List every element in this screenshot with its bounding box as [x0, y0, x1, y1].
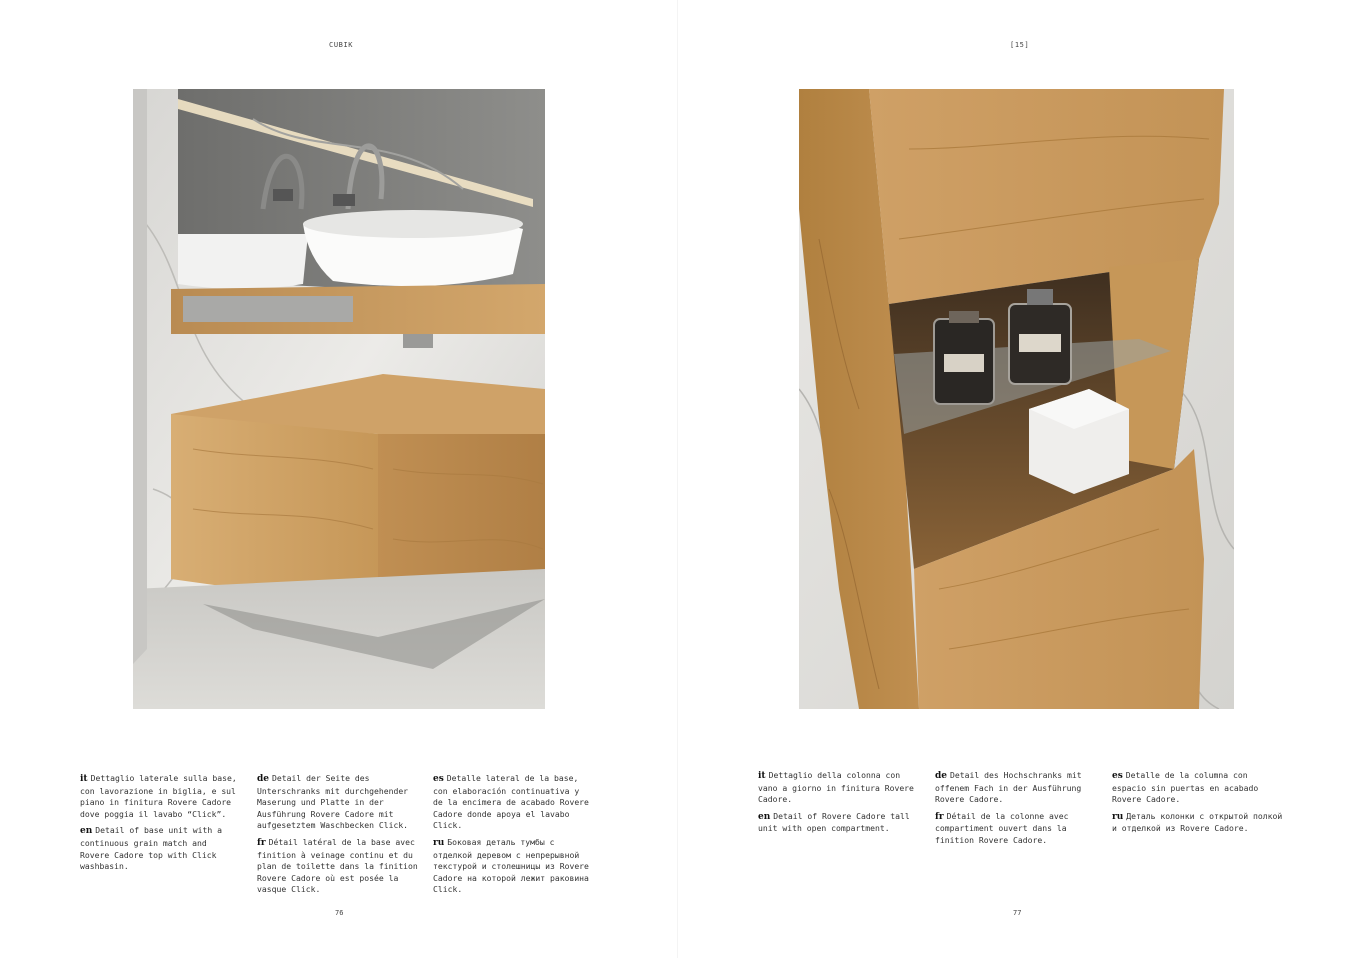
caption-column-left-1: [80, 773, 238, 878]
caption-column-right-3: [1112, 770, 1284, 840]
caption-en: en Detail of Rovere Cadore tall unit with open compartment.: [758, 810, 910, 834]
caption-en: en Detail of base unit with a continuous grain match and Rovere Cadore top with Click washbasin.: [80, 825, 222, 872]
caption-column-left-3: [433, 773, 591, 901]
caption-ru: ru Деталь колонки с открытой полкой и отделкой из Rovere Cadore.: [1112, 810, 1283, 834]
caption-es: es Detalle de la columna con espacio sin puertas en acabado Rovere Cadore.: [1112, 770, 1259, 805]
caption-fr: fr Détail latéral de la base avec finition à veinage continu et du plan de toilette dans la finition Rovere Cadore où est posée la vasque Click.: [257, 836, 418, 895]
caption-column-right-1: [758, 770, 918, 840]
caption-ru: ru Боковая деталь тумбы с отделкой деревом с непрерывной текстурой и столешницы из Rovere Cadore на которой лежит раковина Click.: [433, 836, 589, 895]
running-head-left: CUBIK: [329, 41, 354, 49]
caption-de: de Detail der Seite des Unterschranks mit durchgehender Maserung und Platte in der Ausführung Rovere Cadore mit aufgesetztem Waschbecken Click.: [257, 773, 409, 831]
spread-gutter: [677, 0, 678, 958]
photo-tall-unit-open-compartment: [799, 89, 1234, 709]
caption-column-left-2: [257, 773, 423, 901]
running-head-right: [15]: [1010, 41, 1030, 49]
caption-column-right-2: [935, 770, 1105, 852]
caption-it: it Dettaglio laterale sulla base, con lavorazione in biglia, e sul piano in finitura Rovere Cadore dove poggia il lavabo “Click”.: [80, 773, 237, 819]
caption-es: es Detalle lateral de la base, con elaboración continuativa y de la encimera de acabado Rovere Cadore donde apoya el lavabo Click.: [433, 773, 589, 831]
caption-fr: fr Détail de la colonne avec compartiment ouvert dans la finition Rovere Cadore.: [935, 810, 1069, 845]
photo-vanity-base-unit: [133, 89, 545, 709]
caption-it: it Dettaglio della colonna con vano a giorno in finitura Rovere Cadore.: [758, 770, 914, 805]
page-number-left: 76: [335, 909, 344, 917]
page-number-right: 77: [1013, 909, 1022, 917]
caption-de: de Detail des Hochschranks mit offenem Fach in der Ausführung Rovere Cadore.: [935, 770, 1082, 805]
